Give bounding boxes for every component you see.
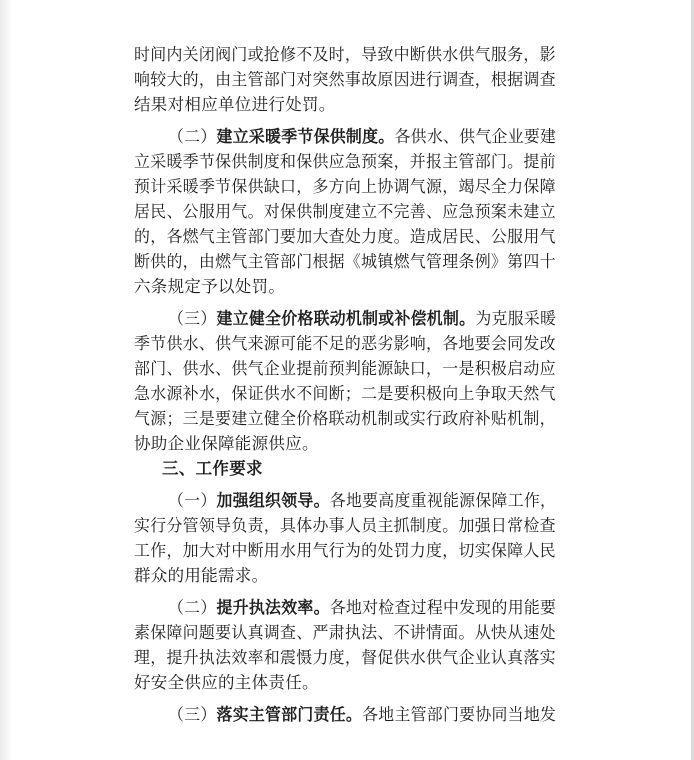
line-text: 实行分管领导负责，具体办事人员主抓制度。加强日常检查 (134, 516, 556, 535)
line-text: 时间内关闭阀门或抢修不及时，导致中断供水供气服务，影 (134, 45, 556, 64)
text-line (134, 673, 319, 693)
line-text: 立采暖季节保供制度和保供应急预案，并报主管部门。提前 (134, 152, 556, 171)
text-line (134, 434, 319, 454)
line-text: 响较大的，由主管部门对突然事故原因进行调查，根据调查 (134, 70, 556, 89)
text-line (134, 409, 556, 429)
line-text: 结果对相应单位进行处罚。 (134, 95, 336, 114)
item-text: 各地对检查过程中发现的用能要 (329, 598, 557, 617)
paragraph-first-line (168, 491, 556, 511)
text-line (134, 252, 556, 272)
line-text: 工作，加大对中断用水用气行为的处罚力度，切实保障人民 (134, 541, 556, 560)
line-text: 居民、公服用气。对保供制度建立不完善、应急预案未建立 (134, 202, 556, 221)
line-text: 理，提升执法效率和震慑力度，督促供水供气企业认真落实 (134, 648, 556, 667)
item-heading: 建立健全价格联动机制或补偿机制。 (216, 309, 476, 328)
line-text: 气源；三是要建立健全价格联动机制或实行政府补贴机制， (134, 409, 556, 428)
line-text: 部门、供水、供气企业提前预判能源缺口，一是积极启动应 (134, 359, 556, 378)
scan-shadow-edge (0, 0, 12, 760)
section-heading-text: 三、工作要求 (162, 459, 263, 478)
text-line (134, 516, 556, 536)
line-text: 预计采暖季节保供缺口，多方向上协调气源，竭尽全力保障 (134, 177, 556, 196)
text-line (134, 202, 556, 222)
text-line (134, 648, 556, 668)
line-text: 急水源补水，保证供水不间断；二是要积极向上争取天然气 (134, 384, 556, 403)
item-text: 各供水、供气企业要建 (394, 127, 557, 146)
item-text: 为克服采暖 (475, 309, 557, 328)
item-number: （二） (168, 598, 217, 617)
item-heading: 加强组织领导。 (216, 491, 330, 510)
paragraph-first-line (168, 127, 556, 147)
text-line (134, 95, 336, 115)
text-line (134, 359, 556, 379)
item-heading: 建立采暖季节保供制度。 (216, 127, 395, 146)
line-text: 好安全供应的主体责任。 (134, 673, 319, 692)
text-line (134, 566, 268, 586)
item-number: （一） (168, 491, 217, 510)
text-line (134, 70, 556, 90)
text-line (134, 177, 556, 197)
line-text: 协助企业保障能源供应。 (134, 434, 319, 453)
text-line (134, 152, 556, 172)
item-number: （三） (168, 705, 217, 724)
line-text: 季节供水、供气来源可能不足的恶劣影响，各地要会同发改 (134, 334, 556, 353)
item-number: （二） (168, 127, 217, 146)
text-line (134, 277, 285, 297)
line-text: 的，各燃气主管部门要加大查处力度。造成居民、公服用气 (134, 227, 556, 246)
item-number: （三） (168, 309, 217, 328)
paragraph-first-line (168, 598, 556, 618)
paragraph-first-line (168, 309, 556, 329)
text-line (134, 227, 556, 247)
text-line (134, 45, 556, 65)
text-line (134, 541, 556, 561)
line-text: 六条规定予以处罚。 (134, 277, 286, 296)
line-text: 素保障问题要认真调查、严肃执法、不讲情面。从快从速处 (134, 623, 556, 642)
paragraph-first-line (168, 705, 556, 725)
item-heading: 落实主管部门责任。 (216, 705, 363, 724)
text-line (134, 334, 556, 354)
text-line (134, 623, 556, 643)
text-line (134, 384, 556, 404)
item-text: 各地主管部门要协同当地发 (362, 705, 557, 724)
item-text: 各地要高度重视能源保障工作， (329, 491, 557, 510)
section-heading (162, 459, 263, 479)
item-heading: 提升执法效率。 (216, 598, 330, 617)
line-text: 群众的用能需求。 (134, 566, 269, 585)
line-text: 断供的，由燃气主管部门根据《城镇燃气管理条例》第四十 (134, 252, 556, 271)
